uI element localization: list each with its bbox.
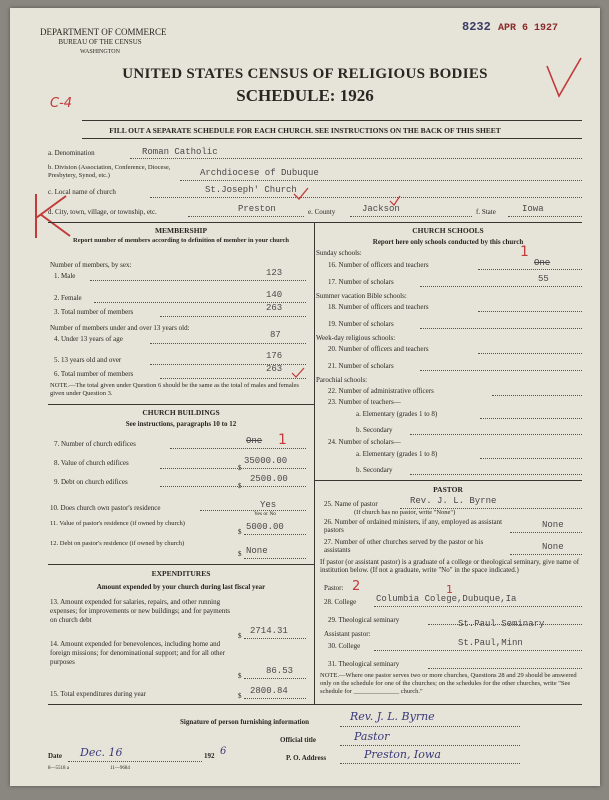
q30-value: St.Paul,Minn <box>458 638 523 648</box>
q27-label: 27. Number of other churches served by the pastor or his assistants <box>324 538 484 554</box>
q12-value: None <box>246 546 268 556</box>
po-address-line <box>340 763 520 764</box>
q5-label: 5. 13 years old and over <box>54 356 122 364</box>
division-label: b. Division (Association, Conference, Diocese, Presbytery, Synod, etc.) <box>48 164 171 179</box>
q17-value: 55 <box>538 274 549 284</box>
q31-line <box>428 668 582 669</box>
q27-line <box>510 554 582 555</box>
q5-line <box>150 364 306 365</box>
assistant-label: Assistant pastor: <box>324 630 371 638</box>
q15-dollar: $ <box>238 692 242 700</box>
q15-line <box>244 698 306 699</box>
department-header <box>40 27 166 57</box>
q12-label: 12. Debt on pastor's residence (if owned by church) <box>50 540 185 547</box>
q25-label: 25. Name of pastor <box>324 500 378 508</box>
by-sex-label: Number of members, by sex: <box>50 261 132 269</box>
q1-line <box>90 280 306 281</box>
q9-label: 9. Debt on church edifices <box>54 478 128 486</box>
year-handwritten: 6 <box>220 746 227 757</box>
schools-intro: Report here only schools conducted by this church <box>372 238 524 246</box>
q7-label: 7. Number of church edifices <box>54 440 136 448</box>
q9-value: 2500.00 <box>250 474 288 484</box>
q7-value: One <box>246 436 263 446</box>
q24b-line <box>410 474 582 475</box>
instruction-line: FILL OUT A SEPARATE SCHEDULE FOR EACH CHURCH. SEE INSTRUCTIONS ON THE BACK OF THIS SHEET <box>109 126 501 135</box>
q23a-label: a. Elementary (grades 1 to 8) <box>356 410 438 418</box>
q22-line <box>492 395 582 396</box>
q28-handwritten-mark: 1 <box>446 583 453 596</box>
q28-label: 28. College <box>324 598 357 606</box>
q16-line <box>478 269 582 270</box>
q1-label: 1. Male <box>54 272 76 280</box>
buildings-rule <box>48 404 314 405</box>
q12-line <box>244 558 306 559</box>
q2-value: 140 <box>266 290 283 300</box>
q12-dollar: $ <box>238 550 242 558</box>
q19-label: 19. Number of scholars <box>328 320 394 328</box>
q6-value: 263 <box>266 364 283 374</box>
q10-line <box>200 510 306 511</box>
city-value: Preston <box>238 204 276 214</box>
q5-value: 176 <box>266 351 283 361</box>
city-label: d. City, town, village, or township, etc. <box>48 208 157 216</box>
form-title: UNITED STATES CENSUS OF RELIGIOUS BODIES <box>122 66 488 82</box>
q8-line <box>160 468 306 469</box>
weekday-label: Week-day religious schools: <box>316 334 396 342</box>
division-value: Archdiocese of Dubuque <box>200 168 319 178</box>
city-name: WASHINGTON <box>80 49 120 55</box>
q15-value: 2800.84 <box>250 686 288 696</box>
buildings-heading: CHURCH BUILDINGS <box>142 408 220 417</box>
q6-label: 6. Total number of members <box>54 370 134 378</box>
q25-note: (If church has no pastor, write "None") <box>354 509 456 516</box>
q4-value: 87 <box>270 330 281 340</box>
checkmark-icon <box>388 194 402 208</box>
q22-label: 22. Number of administrative officers <box>328 387 434 395</box>
q14-dollar: $ <box>238 672 242 680</box>
date-label: Date <box>48 752 62 760</box>
q13-label: 13. Amount expended for salaries, repairs, and other running expenses; for improvements or new buildings; and for payments on church debt <box>50 598 231 624</box>
po-address-label: P. O. Address <box>286 754 327 762</box>
membership-intro: Report number of members according to definition of member in your church <box>73 237 289 244</box>
q14-label: 14. Amount expended for benevolences, including home and foreign missions; for denominational support; and for all other purposes <box>50 640 225 666</box>
q13-line <box>244 638 306 639</box>
local-name-label: c. Local name of church <box>48 188 116 196</box>
q29-label: 29. Theological seminary <box>328 616 400 624</box>
signature-line <box>340 726 520 727</box>
membership-note: NOTE.—The total given under Question 6 should be the same as the total of males and females given under Question 3. <box>50 382 299 397</box>
q13-value: 2714.31 <box>250 626 288 636</box>
print-number: 11—9684 <box>110 766 130 771</box>
q18-label: 18. Number of officers and teachers <box>328 303 429 311</box>
q1-value: 123 <box>266 268 283 278</box>
expenditures-rule <box>48 564 314 565</box>
q19-line <box>420 328 582 329</box>
q26-line <box>510 532 582 533</box>
county-value: Jackson <box>362 204 400 214</box>
q16-value: One <box>534 258 551 268</box>
q29-value: St.Paul Seminary <box>458 619 545 629</box>
division-line <box>180 180 582 181</box>
checkmark-icon <box>290 366 306 380</box>
official-title-line <box>340 745 520 746</box>
q17-line <box>420 286 582 287</box>
q7-line <box>170 448 306 449</box>
q2-label: 2. Female <box>54 294 82 302</box>
stamp-number: 8232 <box>462 20 491 34</box>
official-title-label: Official title <box>280 736 316 744</box>
q17-label: 17. Number of scholars <box>328 278 394 286</box>
schedule-title: SCHEDULE: 1926 <box>236 86 374 105</box>
date-line <box>68 761 202 762</box>
q23a-line <box>480 418 582 419</box>
q8-dollar: $ <box>238 464 242 472</box>
parochial-label: Parochial schools: <box>316 376 368 384</box>
pastor-heading: PASTOR <box>433 485 463 494</box>
q24a-line <box>480 458 582 459</box>
signature-label: Signature of person furnishing information <box>180 718 309 726</box>
section-bottom-rule <box>48 704 582 705</box>
by-age-label: Number of members under and over 13 years old: <box>50 324 190 332</box>
checkmark-icon <box>292 186 310 202</box>
q6-line <box>160 378 306 379</box>
q25-value: Rev. J. L. Byrne <box>410 496 497 506</box>
q4-label: 4. Under 13 years of age <box>54 335 123 343</box>
q11-value: 5000.00 <box>246 522 284 532</box>
q14-value: 86.53 <box>266 666 294 676</box>
q11-dollar: $ <box>238 528 242 536</box>
q24-label: 24. Number of scholars— <box>328 438 401 446</box>
q29-line <box>428 624 582 625</box>
q15-label: 15. Total expenditures during year <box>50 690 146 698</box>
q28-line <box>374 606 582 607</box>
q30-label: 30. College <box>328 642 361 650</box>
denomination-line <box>130 158 582 159</box>
column-divider <box>314 222 315 704</box>
margin-mark: C-4 <box>50 96 73 111</box>
signature-value: Rev. J. L. Byrne <box>350 710 435 723</box>
q7-handwritten: 1 <box>278 432 287 448</box>
q10-value: Yes <box>260 500 277 510</box>
q20-line <box>478 353 582 354</box>
census-form-page <box>10 8 600 786</box>
q23b-line <box>410 434 582 435</box>
q23-label: 23. Number of teachers— <box>328 398 401 406</box>
pastor-sub-label: Pastor: <box>324 584 344 592</box>
local-name-value: St.Joseph' Church <box>205 185 297 195</box>
q16-handwritten: 1 <box>520 244 529 260</box>
official-title-value: Pastor <box>354 730 390 743</box>
denomination-label: a. Denomination <box>48 149 95 157</box>
buildings-sub: See instructions, paragraphs 10 to 12 <box>125 420 237 428</box>
q4-line <box>150 343 306 344</box>
q3-value: 263 <box>266 303 283 313</box>
q27-value: None <box>542 542 564 552</box>
summer-label: Summer vacation Bible schools: <box>316 292 407 300</box>
q9-dollar: $ <box>238 482 242 490</box>
q28-value: Columbia Colege,Dubuque,Ia <box>376 594 517 604</box>
q9-line <box>160 486 306 487</box>
q13-dollar: $ <box>238 632 242 640</box>
graduate-note: If pastor (or assistant pastor) is a graduate of a college or theological seminary, give name of institution below. (If not a graduate, write "No" in the space indicated.) <box>320 558 580 574</box>
section-top-rule <box>48 222 582 223</box>
state-line <box>508 216 582 217</box>
expenditures-sub: Amount expended by your church during last fiscal year <box>96 583 266 591</box>
pastor-rule <box>314 480 582 481</box>
po-address-value: Preston, Iowa <box>364 748 441 761</box>
q16-label: 16. Number of officers and teachers <box>328 261 429 269</box>
schools-heading: CHURCH SCHOOLS <box>412 226 484 235</box>
state-value: Iowa <box>522 204 544 214</box>
stamp-date: APR 6 1927 <box>498 23 559 34</box>
city-line <box>188 216 304 217</box>
q26-value: None <box>542 520 564 530</box>
q20-label: 20. Number of officers and teachers <box>328 345 429 353</box>
dept-name: DEPARTMENT OF COMMERCE <box>40 27 167 37</box>
q23b-label: b. Secondary <box>356 426 393 434</box>
membership-heading: MEMBERSHIP <box>154 226 208 235</box>
q30-line <box>374 650 582 651</box>
q3-line <box>160 316 306 317</box>
q31-label: 31. Theological seminary <box>328 660 400 668</box>
q11-line <box>244 534 306 535</box>
bureau-name: BUREAU OF THE CENSUS <box>58 38 142 46</box>
q21-line <box>420 370 582 371</box>
q8-label: 8. Value of church edifices <box>54 459 129 467</box>
year-label: 192 <box>204 752 215 760</box>
q21-label: 21. Number of scholars <box>328 362 394 370</box>
county-label: e. County <box>308 208 336 216</box>
q26-label: 26. Number of ordained ministers, if any, employed as assistant pastors <box>324 518 503 534</box>
q10-label: 10. Does church own pastor's residence <box>50 504 161 512</box>
form-number: 8—5518 a <box>48 766 69 771</box>
q24b-label: b. Secondary <box>356 466 393 474</box>
q8-value: 35000.00 <box>244 456 288 466</box>
q14-line <box>244 678 306 679</box>
pastor-note: NOTE.—Where one pastor serves two or more churches, Questions 28 and 29 should be answered only on the schedule for one of the churches; on the schedules for the other churches, write "See schedule for ______________ church." <box>320 672 577 695</box>
sunday-label: Sunday schools: <box>316 249 362 257</box>
date-value: Dec. 16 <box>80 746 123 759</box>
q18-line <box>478 311 582 312</box>
rule-top <box>82 120 582 121</box>
q24a-label: a. Elementary (grades 1 to 8) <box>356 450 438 458</box>
denomination-value: Roman Catholic <box>142 147 218 157</box>
q3-label: 3. Total number of members <box>54 308 134 316</box>
received-stamp <box>462 20 558 34</box>
county-line <box>350 216 472 217</box>
local-name-line <box>150 197 582 198</box>
expenditures-heading: EXPENDITURES <box>151 569 211 578</box>
pastor-handwritten-mark: 2 <box>352 579 361 594</box>
yes-no-hint: Yes or No <box>254 511 277 517</box>
q11-label: 11. Value of pastor's residence (if owned by church) <box>50 520 185 527</box>
rule-instr <box>82 138 582 139</box>
state-label: f. State <box>476 208 496 216</box>
